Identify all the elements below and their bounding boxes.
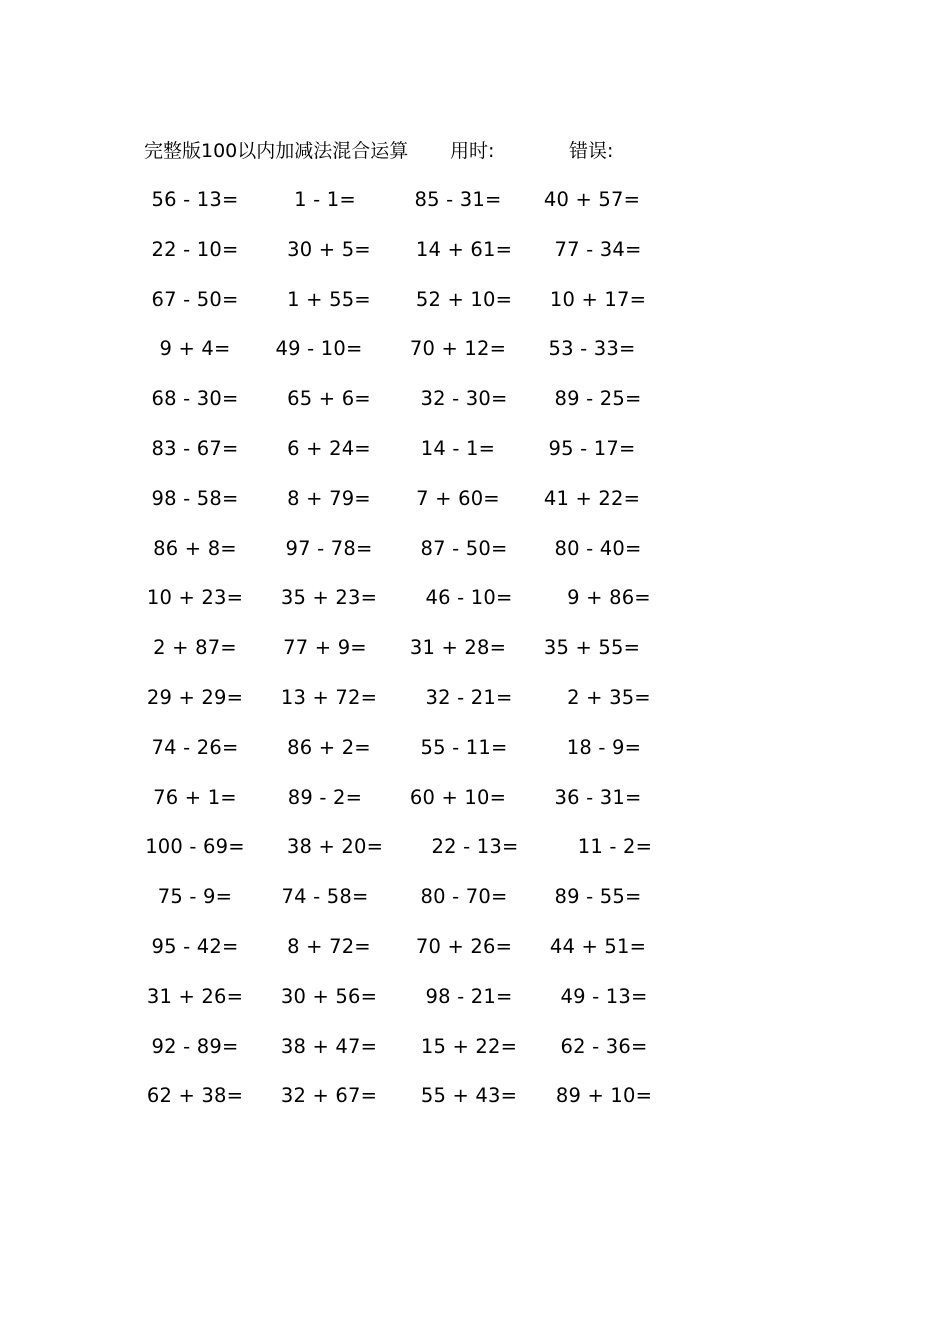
problem-row xyxy=(140,733,660,783)
problem-row xyxy=(140,783,660,833)
arithmetic-problem: 76 + 1= xyxy=(153,785,237,809)
arithmetic-problem: 22 - 10= xyxy=(151,237,239,261)
arithmetic-problem: 2 + 35= xyxy=(567,685,651,709)
arithmetic-problem: 85 - 31= xyxy=(414,188,502,211)
arithmetic-problem: 53 - 33= xyxy=(548,337,636,361)
problem-row xyxy=(140,982,660,1032)
arithmetic-problem: 49 - 10= xyxy=(275,337,363,361)
arithmetic-problem: 62 + 38= xyxy=(146,1084,244,1108)
problem-row xyxy=(140,285,660,335)
arithmetic-problem: 65 + 6= xyxy=(287,387,371,411)
arithmetic-problem: 80 - 70= xyxy=(420,885,508,909)
problem-row xyxy=(140,932,660,982)
arithmetic-problem: 89 + 10= xyxy=(555,1084,653,1108)
arithmetic-problem: 6 + 24= xyxy=(287,436,371,460)
problem-row xyxy=(140,185,660,235)
errors-label: 错误: xyxy=(569,140,614,162)
problem-row xyxy=(140,583,660,633)
problem-row xyxy=(140,683,660,733)
arithmetic-problem: 77 - 34= xyxy=(554,237,642,261)
arithmetic-problem: 32 - 30= xyxy=(420,387,508,411)
arithmetic-problem: 9 + 4= xyxy=(159,337,231,361)
arithmetic-problem: 38 + 20= xyxy=(286,835,384,859)
problem-row xyxy=(140,534,660,584)
arithmetic-problem: 60 + 10= xyxy=(409,785,507,809)
arithmetic-problem: 86 + 8= xyxy=(153,536,237,560)
arithmetic-problem: 1 - 1= xyxy=(294,188,356,211)
arithmetic-problem: 68 - 30= xyxy=(151,387,239,411)
arithmetic-problem: 56 - 13= xyxy=(151,188,239,211)
arithmetic-problem: 46 - 10= xyxy=(425,586,513,610)
arithmetic-problem: 100 - 69= xyxy=(145,835,245,859)
arithmetic-problem: 41 + 22= xyxy=(543,486,641,510)
arithmetic-problem: 15 + 22= xyxy=(420,1034,518,1058)
problem-row xyxy=(140,484,660,534)
problem-row xyxy=(140,434,660,484)
arithmetic-problem: 8 + 72= xyxy=(287,934,371,958)
arithmetic-problem: 77 + 9= xyxy=(283,636,367,660)
arithmetic-problem: 1 + 55= xyxy=(287,287,371,311)
arithmetic-problem: 98 - 21= xyxy=(425,984,513,1008)
arithmetic-problem: 32 + 67= xyxy=(280,1084,378,1108)
arithmetic-problem: 83 - 67= xyxy=(151,436,239,460)
arithmetic-problem: 55 + 43= xyxy=(420,1084,518,1108)
arithmetic-problem: 18 - 9= xyxy=(566,735,642,759)
arithmetic-problem: 70 + 12= xyxy=(409,337,507,361)
arithmetic-problem: 10 + 23= xyxy=(146,586,244,610)
arithmetic-problem: 36 - 31= xyxy=(554,785,642,809)
time-used-label: 用时: xyxy=(450,140,495,162)
arithmetic-problem: 32 - 21= xyxy=(425,685,513,709)
arithmetic-problem: 8 + 79= xyxy=(287,486,371,510)
problem-row xyxy=(140,384,660,434)
arithmetic-problem: 67 - 50= xyxy=(151,287,239,311)
arithmetic-problem: 97 - 78= xyxy=(285,536,373,560)
arithmetic-problem: 22 - 13= xyxy=(431,835,519,859)
arithmetic-problem: 87 - 50= xyxy=(420,536,508,560)
arithmetic-problem: 86 + 2= xyxy=(287,735,371,759)
arithmetic-problem: 70 + 26= xyxy=(415,934,513,958)
arithmetic-problem: 2 + 87= xyxy=(153,636,237,660)
arithmetic-problem: 55 - 11= xyxy=(420,735,508,759)
arithmetic-problem: 92 - 89= xyxy=(151,1034,239,1058)
arithmetic-problem: 74 - 26= xyxy=(151,735,239,759)
arithmetic-problem: 89 - 25= xyxy=(554,387,642,411)
arithmetic-problem: 44 + 51= xyxy=(549,934,647,958)
arithmetic-problem: 89 - 55= xyxy=(554,885,642,909)
arithmetic-problem: 38 + 47= xyxy=(280,1034,378,1058)
arithmetic-problem: 7 + 60= xyxy=(416,486,500,510)
arithmetic-problem: 40 + 57= xyxy=(543,188,641,211)
arithmetic-problem: 95 - 42= xyxy=(151,934,239,958)
arithmetic-problem: 14 + 61= xyxy=(415,237,513,261)
problem-row xyxy=(140,633,660,683)
arithmetic-problem: 35 + 55= xyxy=(543,636,641,660)
problem-row xyxy=(140,235,660,285)
arithmetic-problem: 14 - 1= xyxy=(420,436,496,460)
arithmetic-problem: 31 + 28= xyxy=(409,636,507,660)
arithmetic-problem: 49 - 13= xyxy=(560,984,648,1008)
arithmetic-problem: 11 - 2= xyxy=(577,835,653,859)
arithmetic-problem: 35 + 23= xyxy=(280,586,378,610)
arithmetic-problem: 62 - 36= xyxy=(560,1034,648,1058)
worksheet-header xyxy=(144,136,664,166)
problem-row xyxy=(140,334,660,384)
arithmetic-problem: 10 + 17= xyxy=(549,287,647,311)
problem-row xyxy=(140,882,660,932)
arithmetic-problem: 30 + 5= xyxy=(287,237,371,261)
arithmetic-problem: 74 - 58= xyxy=(281,885,369,909)
arithmetic-problem: 31 + 26= xyxy=(146,984,244,1008)
problem-row xyxy=(140,832,660,882)
arithmetic-problem: 29 + 29= xyxy=(146,685,244,709)
problem-row xyxy=(140,1081,660,1131)
arithmetic-problem: 52 + 10= xyxy=(415,287,513,311)
arithmetic-problem: 13 + 72= xyxy=(280,685,378,709)
arithmetic-problem: 80 - 40= xyxy=(554,536,642,560)
problem-row xyxy=(140,1032,660,1082)
worksheet-title: 完整版100以内加减法混合运算 xyxy=(144,140,409,162)
arithmetic-problem: 9 + 86= xyxy=(567,586,651,610)
problem-grid xyxy=(140,185,660,1131)
arithmetic-problem: 75 - 9= xyxy=(157,885,233,909)
arithmetic-problem: 89 - 2= xyxy=(287,785,363,809)
arithmetic-problem: 30 + 56= xyxy=(280,984,378,1008)
arithmetic-problem: 95 - 17= xyxy=(548,436,636,460)
arithmetic-problem: 98 - 58= xyxy=(151,486,239,510)
